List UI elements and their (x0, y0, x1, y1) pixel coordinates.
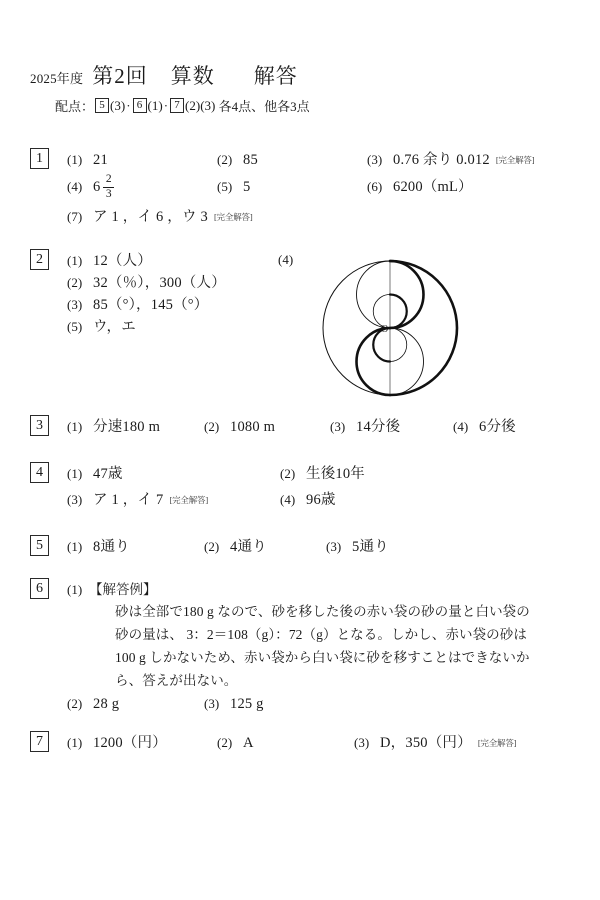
sub-number: (5) (217, 178, 233, 194)
scoring-ref-box-5: 5 (95, 98, 109, 113)
sub-number: (2) (204, 539, 220, 554)
sub-number: (6) (367, 178, 383, 194)
answer-item (67, 205, 252, 226)
problem-block-4 (30, 462, 575, 514)
scoring-ref-box-6: 6 (133, 98, 147, 113)
s-curve-thin-upper (357, 261, 390, 328)
answer-row (67, 415, 575, 441)
sub-number: (4) (453, 419, 469, 434)
sub-number: (3) (330, 419, 346, 434)
problem-block-3 (30, 415, 575, 441)
sub-number: (4) (67, 178, 83, 194)
problem-number-7: 7 (30, 731, 49, 752)
problem-block-5 (30, 535, 575, 561)
sub-number: (3) (326, 539, 342, 554)
answer-value: 32（％），300（人） (93, 275, 226, 291)
explanation-heading: 【解答例】 (89, 582, 157, 597)
problem-2-figure (278, 248, 470, 398)
answer-value: 8通り (93, 539, 130, 555)
answer-item (67, 293, 209, 314)
fraction (103, 174, 114, 200)
answer-item (204, 419, 330, 436)
answer-value: 0.76 余り 0.012 (393, 152, 490, 168)
answer-item (367, 148, 534, 169)
outer-circle-left-arc (323, 261, 390, 395)
answer-row (67, 205, 575, 231)
answer-value: 6分後 (479, 419, 516, 435)
problem-block-7 (30, 731, 575, 757)
problem-7-answers (67, 731, 575, 757)
answer-value: 12（人） (93, 253, 152, 269)
answer-row (67, 148, 575, 174)
answer-value-mixed-fraction (93, 174, 114, 200)
sub-number: (5) (67, 319, 83, 334)
document-header (30, 60, 570, 115)
sub-number: (2) (67, 696, 83, 711)
explanation-heading-line (67, 578, 575, 598)
answer-value: 14分後 (356, 419, 401, 435)
answer-row (67, 174, 575, 205)
answer-value: 28 g (93, 696, 120, 712)
explanation-line: 砂の量は、 3：2＝108（g）：72（g）となる。しかし、赤い袋の砂は (115, 627, 527, 642)
explanation-line: 100 g しかないため、赤い袋から白い袋に砂を移すことはできないか (115, 650, 530, 665)
full-credit-note: [完全解答] (477, 738, 517, 748)
answer-item (67, 271, 226, 292)
sub-number: (1) (67, 152, 83, 167)
s-curve-small-thin-lower (390, 328, 407, 362)
answer-item (367, 175, 473, 196)
sub-number: (1) (67, 419, 83, 434)
sub-number: (1) (67, 539, 83, 554)
answer-row (67, 731, 575, 757)
scoring-prefix: 配点： (55, 99, 95, 114)
answer-item (280, 462, 365, 483)
problem-block-1 (30, 148, 575, 231)
s-curve-thin-lower (390, 328, 424, 395)
problem-4-answers (67, 462, 575, 514)
problem-number-4: 4 (30, 462, 49, 483)
fraction-numerator: 2 (105, 173, 112, 185)
sub-number: (3) (354, 735, 370, 750)
answer-item (330, 415, 453, 436)
scoring-separator-1: · (126, 97, 131, 113)
problem-3-answers (67, 415, 575, 441)
scoring-suffix: 各4点、他各3点 (215, 99, 310, 114)
answer-item (326, 535, 389, 556)
answer-item (67, 535, 204, 556)
answer-value: 125 g (230, 696, 264, 712)
answer-value: 96歳 (306, 492, 336, 508)
document-type: 解答 (253, 64, 298, 88)
scoring-ref-box-7: 7 (170, 98, 184, 113)
explanation-line: 砂は全部で180 g なので、砂を移した後の赤い袋の砂の量と白い袋の (115, 604, 530, 619)
sub-number: (2) (280, 466, 296, 481)
center-point-label: O (381, 324, 389, 335)
sub-number: (4) (280, 492, 296, 507)
answer-value: 1200（円） (93, 735, 167, 751)
full-credit-note: [完全解答] (169, 495, 208, 505)
answer-row (67, 462, 575, 488)
problem-number-5: 5 (30, 535, 49, 556)
answer-value: 21 (93, 152, 108, 168)
exam-round: 第2回 (92, 64, 148, 88)
exam-subject: 算数 (170, 64, 215, 88)
answer-row (67, 696, 575, 722)
sub-number: (3) (67, 492, 83, 507)
answer-value: 1080 m (230, 419, 276, 435)
figure-sub-number: (4) (278, 252, 294, 267)
s-curve-small-thin-upper (373, 295, 390, 329)
answer-row (67, 535, 575, 561)
answer-item (67, 731, 217, 752)
full-credit-note: [完全解答] (213, 212, 253, 222)
answer-value: 85 (243, 152, 258, 168)
answer-value: 5 (243, 178, 251, 195)
answer-item (204, 696, 264, 713)
answer-value: 47歳 (93, 466, 123, 482)
answer-row (67, 488, 575, 514)
explanation-body (115, 600, 575, 692)
answer-item (204, 535, 326, 556)
circle-s-curve-diagram (310, 248, 470, 398)
sub-number: (2) (217, 152, 233, 167)
answer-value: ウ，エ (93, 319, 136, 335)
answer-value: 4通り (230, 539, 267, 555)
answer-item (67, 152, 217, 169)
problem-6-answers (67, 696, 575, 722)
problem-number-6: 6 (30, 578, 49, 599)
sub-number: (2) (67, 275, 83, 290)
scoring-note (55, 96, 570, 115)
answer-item (354, 731, 516, 752)
sub-number: (1) (67, 253, 83, 268)
fraction-denominator: 3 (105, 187, 112, 200)
sub-number: (3) (367, 152, 383, 167)
problem-5-answers (67, 535, 575, 561)
full-credit-note: [完全解答] (495, 155, 535, 165)
answer-value: A (243, 735, 254, 751)
problem-block-6 (30, 578, 575, 722)
problem-number-2: 2 (30, 249, 49, 270)
answer-value: 85（°），145（°） (93, 297, 209, 313)
answer-value: ア 1 ，イ 6 ，ウ 3 (93, 209, 208, 225)
answer-value: 生後10年 (306, 466, 365, 482)
sub-number: (1) (67, 735, 83, 750)
answer-value: 5通り (352, 539, 389, 555)
answer-item (217, 179, 367, 196)
answer-item (217, 735, 354, 752)
sub-number: (1) (67, 466, 83, 481)
answer-item (67, 415, 204, 436)
answer-item (67, 696, 204, 713)
answer-value: D，350（円） (380, 735, 472, 751)
answer-item (217, 152, 367, 169)
problem-number-1: 1 (30, 148, 49, 169)
sub-number: (3) (204, 696, 220, 711)
answer-item (67, 174, 217, 200)
answer-item (280, 488, 336, 509)
fraction-whole: 6 (93, 178, 101, 195)
answer-value: 6200（mL） (393, 178, 473, 195)
scoring-ref-items-7: (2)(3) (185, 97, 216, 113)
scoring-ref-items-5: (3) (110, 97, 126, 113)
answer-item (67, 249, 152, 270)
s-curve-small-thick-upper (390, 295, 407, 329)
problem-number-3: 3 (30, 415, 49, 436)
page-title (30, 60, 570, 90)
problem-1-answers (67, 148, 575, 231)
sub-number: (2) (204, 419, 220, 434)
explanation-line: ら、答えが出ない。 (115, 673, 238, 688)
answer-item (67, 315, 136, 336)
sub-number: (1) (67, 582, 83, 597)
answer-value: ア 1 ，イ 7 (93, 492, 164, 508)
sub-number: (3) (67, 297, 83, 312)
exam-year: 2025年度 (30, 71, 84, 86)
answer-item (67, 488, 280, 509)
sub-number: (2) (217, 735, 233, 750)
answer-item (453, 415, 516, 436)
answer-value: 分速180 m (93, 419, 161, 435)
problem-6-explanation (67, 578, 575, 692)
sub-number: (7) (67, 209, 83, 224)
answer-item (67, 462, 280, 483)
scoring-ref-items-6: (1) (147, 97, 163, 113)
problem-block-2 (30, 249, 575, 337)
scoring-separator-2: · (163, 97, 169, 113)
outer-circle-right-arc (390, 261, 457, 395)
